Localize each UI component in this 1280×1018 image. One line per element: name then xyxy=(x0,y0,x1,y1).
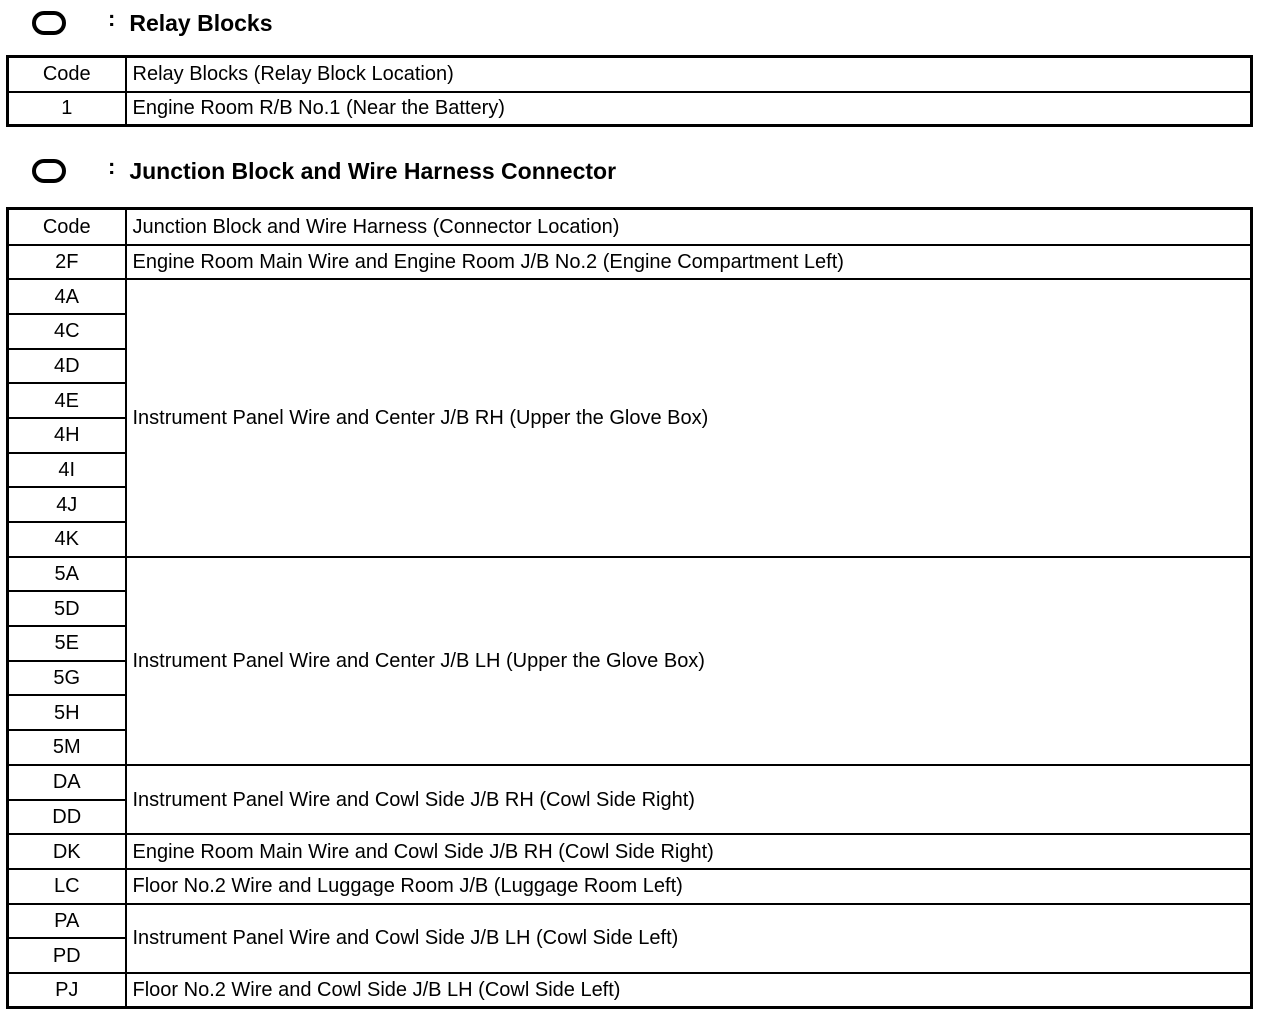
code-cell: 5E xyxy=(8,626,126,661)
junction-block-oval-icon xyxy=(32,159,66,183)
header-code-cell: Code xyxy=(8,57,126,92)
desc-cell: Instrument Panel Wire and Cowl Side J/B LH (Cowl Side Left) xyxy=(126,904,1252,973)
table-row xyxy=(8,92,1252,126)
relay-blocks-heading xyxy=(32,6,273,40)
code-cell: DK xyxy=(8,834,126,869)
code-cell: DA xyxy=(8,765,126,800)
code-cell: 5H xyxy=(8,695,126,730)
junction-block-heading xyxy=(32,154,616,188)
header-desc-cell: Junction Block and Wire Harness (Connector Location) xyxy=(126,209,1252,245)
code-cell: 4E xyxy=(8,383,126,418)
table-row xyxy=(8,834,1252,869)
code-cell: 1 xyxy=(8,92,126,126)
code-cell: 4D xyxy=(8,349,126,384)
table-row xyxy=(8,557,1252,592)
relay-heading-title: Relay Blocks xyxy=(129,9,273,36)
desc-cell: Engine Room Main Wire and Engine Room J/B No.2 (Engine Compartment Left) xyxy=(126,245,1252,280)
code-cell: 4J xyxy=(8,487,126,522)
desc-cell: Instrument Panel Wire and Center J/B RH (Upper the Glove Box) xyxy=(126,279,1252,557)
code-cell: 4K xyxy=(8,522,126,557)
table-row xyxy=(8,869,1252,904)
code-cell: 2F xyxy=(8,245,126,280)
desc-cell: Engine Room R/B No.1 (Near the Battery) xyxy=(126,92,1252,126)
code-cell: 4C xyxy=(8,314,126,349)
header-desc-cell: Relay Blocks (Relay Block Location) xyxy=(126,57,1252,92)
code-cell: 5M xyxy=(8,730,126,765)
relay-blocks-table xyxy=(6,55,1253,127)
relay-block-oval-icon xyxy=(32,11,66,35)
code-cell: PA xyxy=(8,904,126,939)
junction-block-table xyxy=(6,207,1253,1009)
junction-heading-title: Junction Block and Wire Harness Connector xyxy=(129,157,617,184)
code-cell: 5G xyxy=(8,661,126,696)
desc-cell: Floor No.2 Wire and Cowl Side J/B LH (Cowl Side Left) xyxy=(126,973,1252,1008)
junction-heading-colon: : xyxy=(108,154,116,179)
code-cell: 4A xyxy=(8,279,126,314)
code-cell: DD xyxy=(8,800,126,835)
table-row xyxy=(8,245,1252,280)
desc-cell: Floor No.2 Wire and Luggage Room J/B (Luggage Room Left) xyxy=(126,869,1252,904)
relay-heading-colon: : xyxy=(108,6,116,31)
table-header-row xyxy=(8,57,1252,92)
code-cell: PD xyxy=(8,938,126,973)
code-cell: LC xyxy=(8,869,126,904)
desc-cell: Instrument Panel Wire and Center J/B LH (Upper the Glove Box) xyxy=(126,557,1252,765)
code-cell: 5D xyxy=(8,591,126,626)
table-row xyxy=(8,279,1252,314)
code-cell: 4I xyxy=(8,453,126,488)
code-cell: 4H xyxy=(8,418,126,453)
table-header-row xyxy=(8,209,1252,245)
table-row xyxy=(8,765,1252,800)
desc-cell: Instrument Panel Wire and Cowl Side J/B RH (Cowl Side Right) xyxy=(126,765,1252,834)
code-cell: PJ xyxy=(8,973,126,1008)
code-cell: 5A xyxy=(8,557,126,592)
table-row xyxy=(8,973,1252,1008)
table-row xyxy=(8,904,1252,939)
desc-cell: Engine Room Main Wire and Cowl Side J/B RH (Cowl Side Right) xyxy=(126,834,1252,869)
header-code-cell: Code xyxy=(8,209,126,245)
